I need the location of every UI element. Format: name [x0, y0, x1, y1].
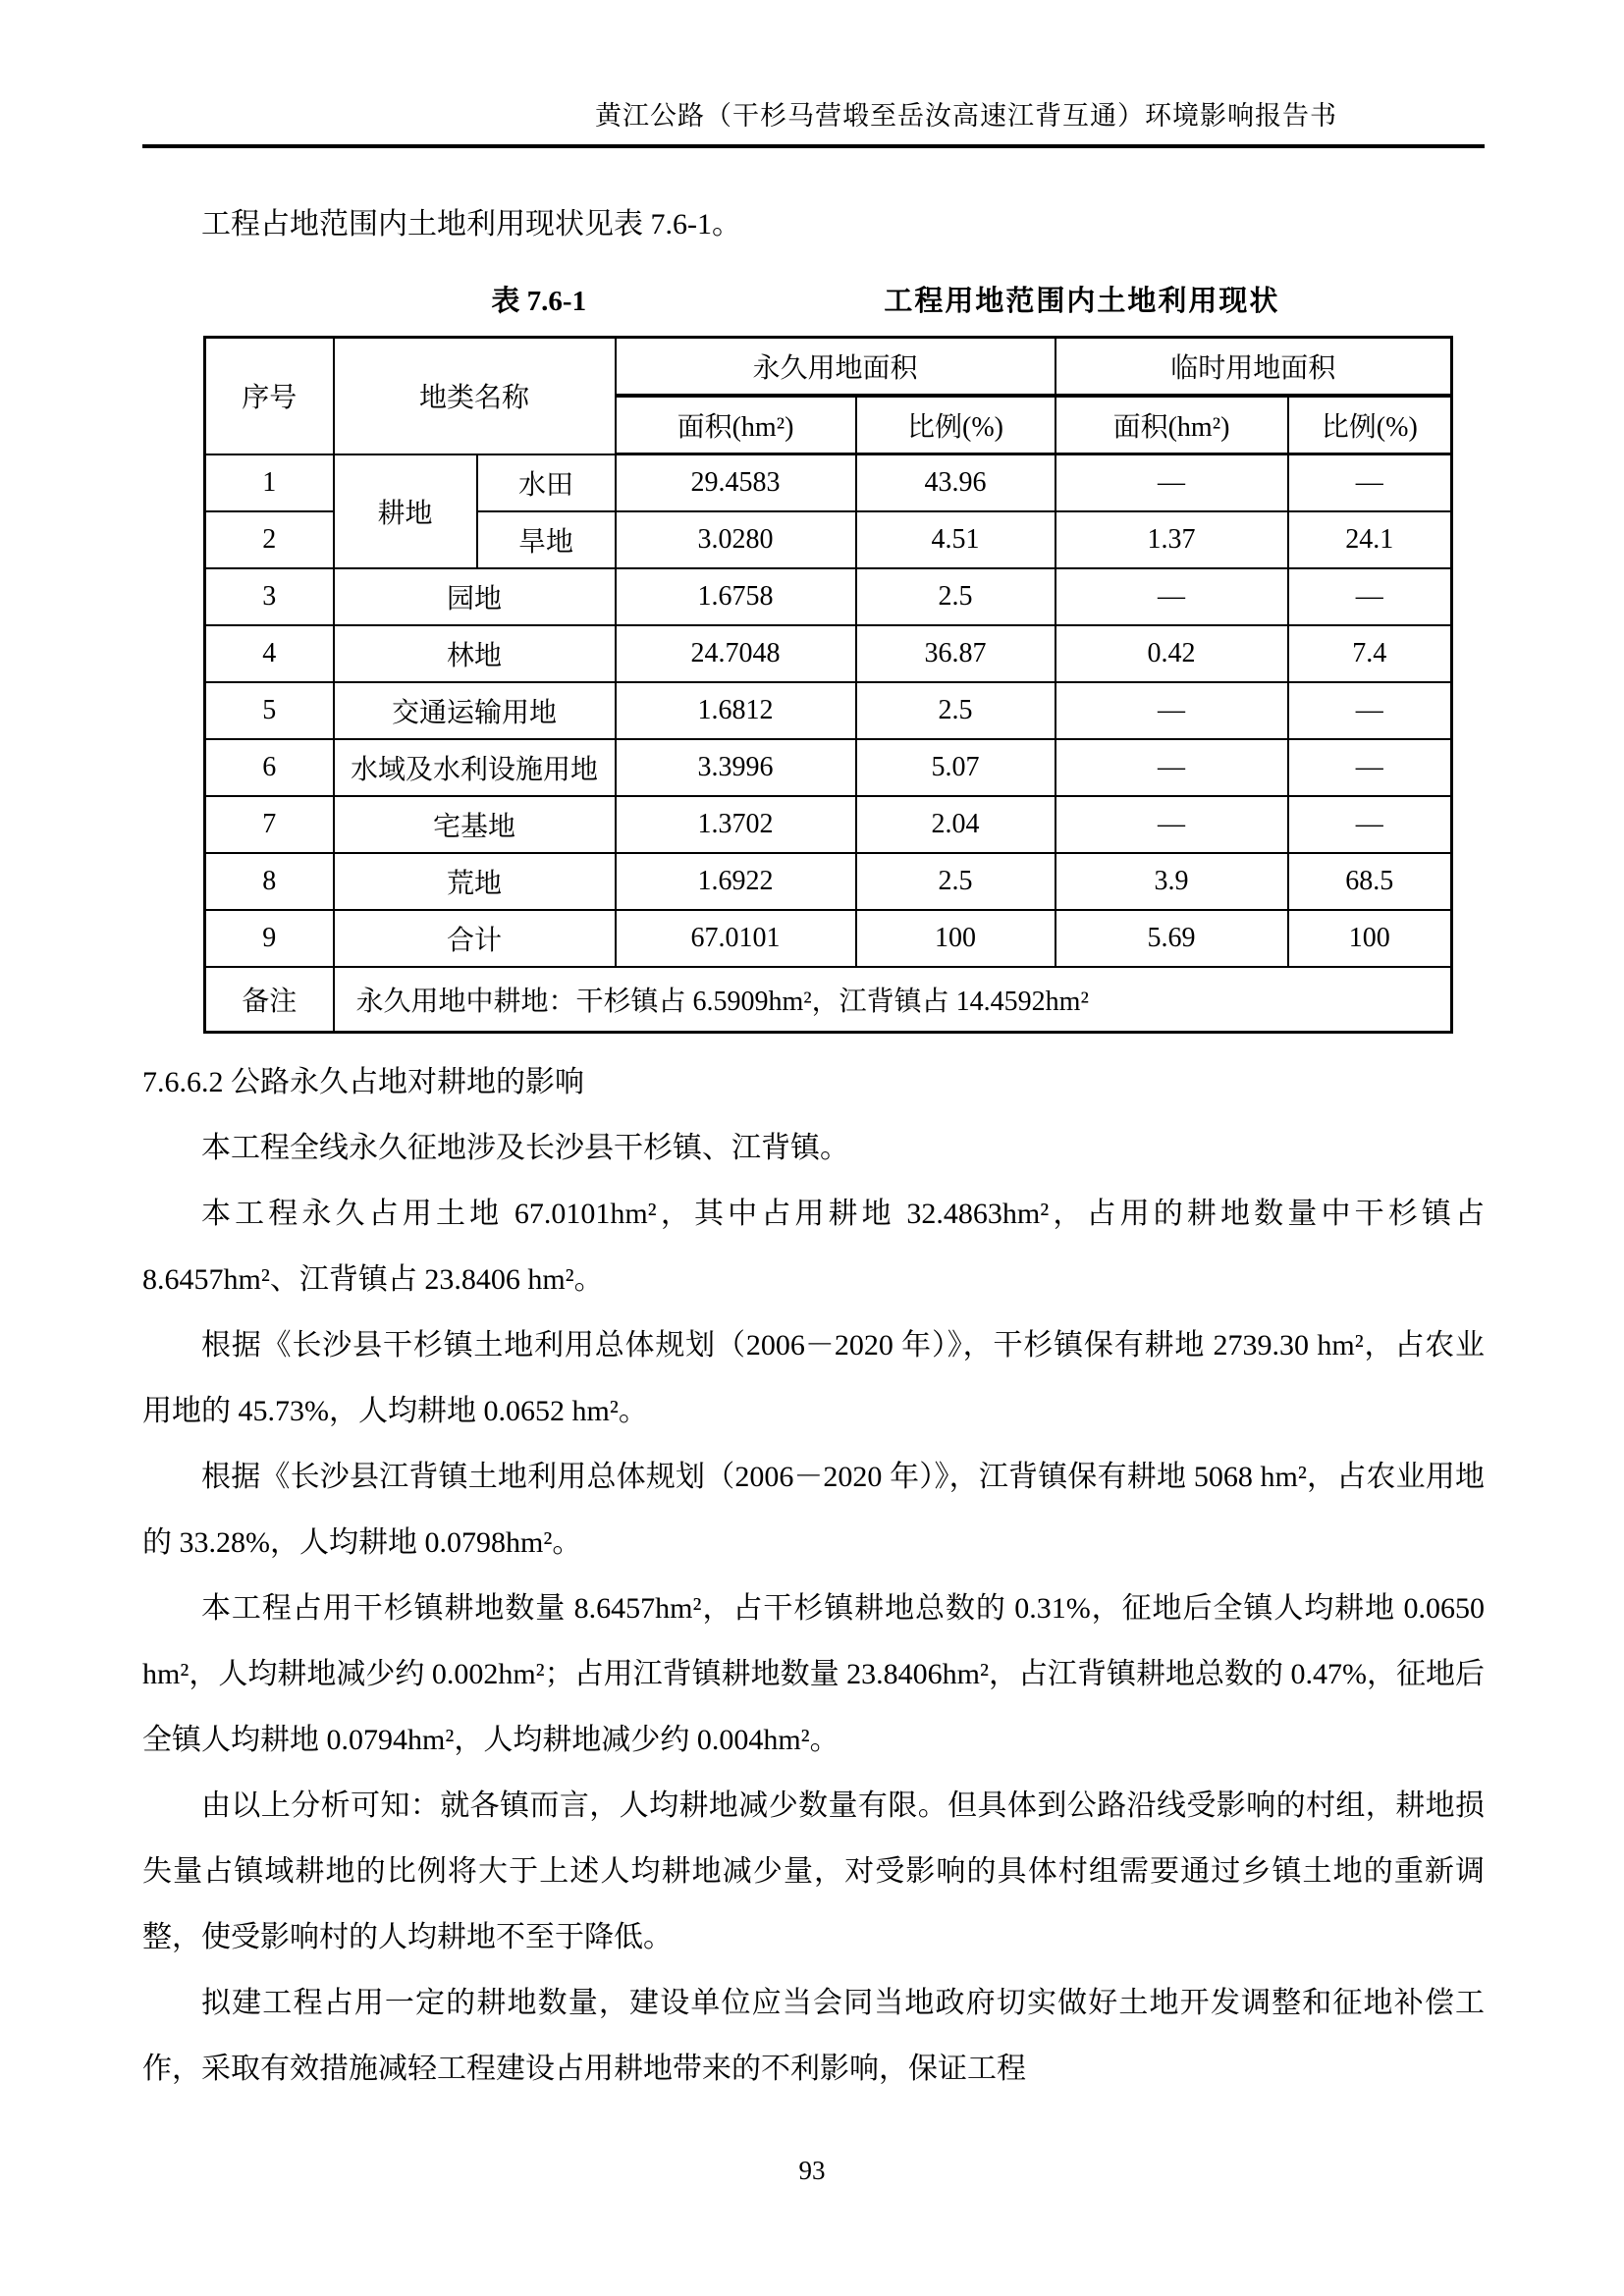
row-index: 2 [205, 511, 334, 568]
table-cell: 1.3702 [616, 796, 856, 853]
table-cell: 2.5 [856, 682, 1056, 739]
table-header-row-1 [205, 338, 1452, 397]
table-row [205, 625, 1452, 682]
category-group-cell: 耕地 [334, 454, 477, 569]
table-row [205, 796, 1452, 853]
note-text-cell: 永久用地中耕地：干杉镇占 6.5909hm²，江背镇占 14.4592hm² [334, 967, 1452, 1033]
table-row [205, 568, 1452, 625]
table-caption: 工程用地范围内土地利用现状 [884, 286, 1280, 317]
table-cell: — [1288, 682, 1452, 739]
column-header-permanent: 永久用地面积 [616, 338, 1056, 397]
table-cell: 1.37 [1056, 511, 1288, 568]
table-cell: — [1288, 796, 1452, 853]
table-row [205, 454, 1452, 512]
table-cell: — [1056, 796, 1288, 853]
table-cell: 36.87 [856, 625, 1056, 682]
table-cell: 100 [1288, 910, 1452, 967]
table-cell: — [1056, 682, 1288, 739]
column-header-temp-area: 面积(hm²) [1056, 396, 1288, 454]
table-cell: 1.6758 [616, 568, 856, 625]
table-cell: 100 [856, 910, 1056, 967]
table-cell: 43.96 [856, 454, 1056, 512]
row-index: 8 [205, 853, 334, 910]
table-cell: 7.4 [1288, 625, 1452, 682]
row-index: 7 [205, 796, 334, 853]
column-header-temporary: 临时用地面积 [1056, 338, 1452, 397]
category-name-cell: 荒地 [334, 853, 616, 910]
table-cell: 68.5 [1288, 853, 1452, 910]
note-label-cell: 备注 [205, 967, 334, 1033]
row-index: 1 [205, 454, 334, 512]
row-index: 5 [205, 682, 334, 739]
table-cell: 1.6922 [616, 853, 856, 910]
header-title: 黄江公路（干杉马营塅至岳汝高速江背互通）环境影响报告书 [595, 101, 1337, 131]
category-name-cell: 交通运输用地 [334, 682, 616, 739]
row-index: 3 [205, 568, 334, 625]
table-label: 表 7.6-1 [491, 286, 587, 317]
table-row [205, 682, 1452, 739]
category-name-cell: 合计 [334, 910, 616, 967]
table-cell: — [1288, 568, 1452, 625]
category-name-cell: 旱地 [477, 511, 616, 568]
land-use-table [203, 336, 1453, 1034]
category-name-cell: 林地 [334, 625, 616, 682]
table-title-row [142, 279, 1485, 324]
body-paragraph: 根据《长沙县江背镇土地利用总体规划（2006－2020 年）》，江背镇保有耕地 5068 hm²，占农业用地的 33.28%，人均耕地 0.0798hm²。 [142, 1461, 1485, 1559]
table-cell: 2.5 [856, 568, 1056, 625]
column-header-temp-ratio: 比例(%) [1288, 396, 1452, 454]
row-index: 4 [205, 625, 334, 682]
category-name-cell: 水域及水利设施用地 [334, 739, 616, 796]
table-row [205, 739, 1452, 796]
body-paragraph: 根据《长沙县干杉镇土地利用总体规划（2006－2020 年）》，干杉镇保有耕地 2739.30 hm²，占农业用地的 45.73%，人均耕地 0.0652 hm²。 [142, 1329, 1485, 1427]
body-paragraph: 本工程永久占用土地 67.0101hm²，其中占用耕地 32.4863hm²，占用的耕地数量中干杉镇占 8.6457hm²、江背镇占 23.8406 hm²。 [142, 1198, 1485, 1296]
table-cell: 3.0280 [616, 511, 856, 568]
table-cell: 0.42 [1056, 625, 1288, 682]
page-number: 93 [798, 2156, 826, 2185]
intro-paragraph: 工程占地范围内土地利用现状见表 7.6-1。 [201, 208, 741, 240]
row-index: 6 [205, 739, 334, 796]
column-header-perm-ratio: 比例(%) [856, 396, 1056, 454]
table-cell: 2.5 [856, 853, 1056, 910]
body-paragraph: 由以上分析可知：就各镇而言，人均耕地减少数量有限。但具体到公路沿线受影响的村组，耕地损失量占镇域耕地的比例将大于上述人均耕地减少量，对受影响的具体村组需要通过乡镇土地的重新调整，使受影响村的人均耕地不至于降低。 [142, 1789, 1485, 1953]
category-name-cell: 宅基地 [334, 796, 616, 853]
table-cell: 1.6812 [616, 682, 856, 739]
table-cell: — [1288, 739, 1452, 796]
row-index: 9 [205, 910, 334, 967]
column-header-category: 地类名称 [334, 338, 616, 454]
table-cell: 3.9 [1056, 853, 1288, 910]
table-cell: 4.51 [856, 511, 1056, 568]
table-cell: 5.69 [1056, 910, 1288, 967]
table-cell: 24.1 [1288, 511, 1452, 568]
table-cell: — [1288, 454, 1452, 512]
table-note-row [205, 967, 1452, 1033]
table-cell: 67.0101 [616, 910, 856, 967]
table-cell: — [1056, 454, 1288, 512]
table-cell: 5.07 [856, 739, 1056, 796]
column-header-perm-area: 面积(hm²) [616, 396, 856, 454]
table-row-total [205, 910, 1452, 967]
category-name-cell: 水田 [477, 454, 616, 512]
category-name-cell: 园地 [334, 568, 616, 625]
table-cell: — [1056, 739, 1288, 796]
table-cell: — [1056, 568, 1288, 625]
table-cell: 3.3996 [616, 739, 856, 796]
table-cell: 24.7048 [616, 625, 856, 682]
body-paragraph: 本工程全线永久征地涉及长沙县干杉镇、江背镇。 [201, 1132, 849, 1164]
body-paragraph: 拟建工程占用一定的耕地数量，建设单位应当会同当地政府切实做好土地开发调整和征地补偿工作，采取有效措施减轻工程建设占用耕地带来的不利影响，保证工程 [142, 1987, 1485, 2085]
column-header-index: 序号 [205, 338, 334, 454]
table-cell: 29.4583 [616, 454, 856, 512]
section-heading: 7.6.6.2 公路永久占地对耕地的影响 [142, 1066, 584, 1098]
body-paragraph: 本工程占用干杉镇耕地数量 8.6457hm²，占干杉镇耕地总数的 0.31%，征地后全镇人均耕地 0.0650 hm²，人均耕地减少约 0.002hm²；占用江背镇耕地数量 23.8406hm²，占江背镇耕地总数的 0.47%，征地后全镇人均耕地 0.0794hm²，人均耕地减少约 0.004hm²。 [142, 1592, 1485, 1756]
table-cell: 2.04 [856, 796, 1056, 853]
table-row [205, 853, 1452, 910]
page-header [142, 94, 1485, 148]
